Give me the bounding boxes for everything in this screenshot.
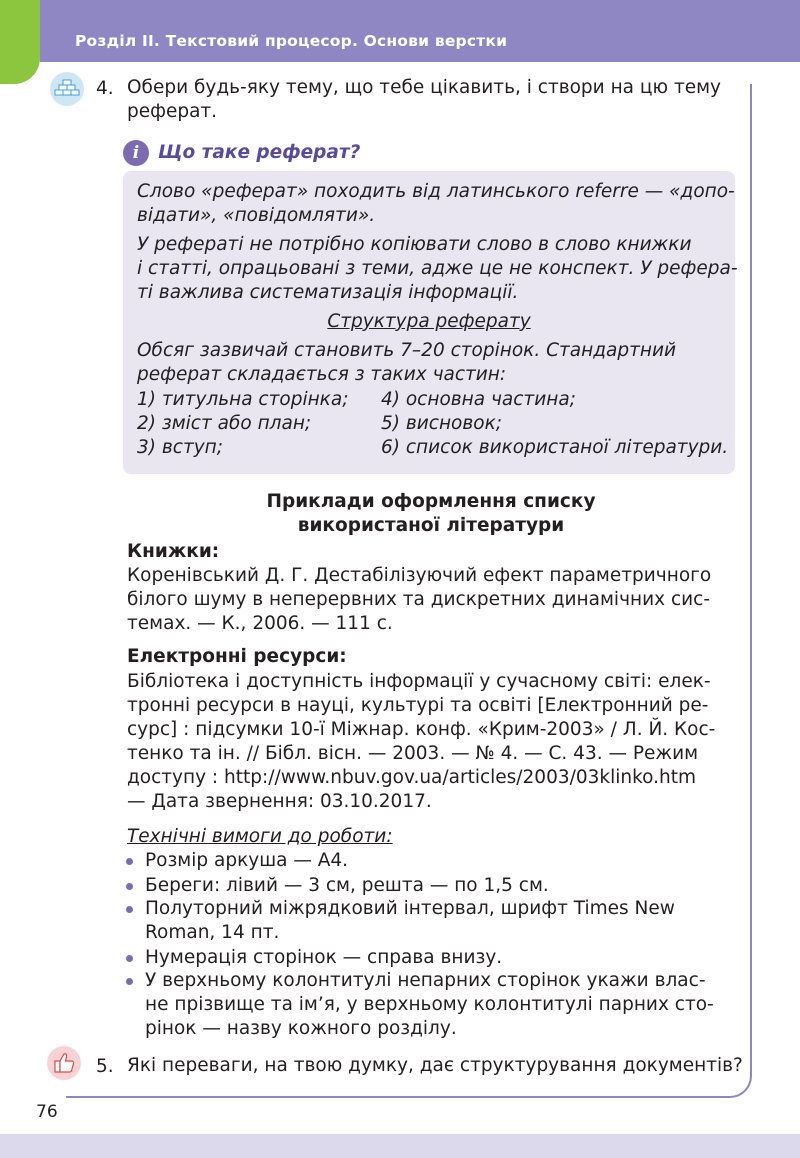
task-4-line-2: реферат. [127, 101, 218, 122]
bullet [126, 858, 133, 865]
structure-heading: Структура реферату [327, 311, 531, 332]
part-4: 4) основна частина; [381, 389, 576, 410]
info-p2-line-3: ті важлива систематизація інформації. [137, 282, 519, 303]
info-p3-line-2: реферат складається з таких частин: [137, 364, 507, 385]
blocks-icon [50, 72, 84, 106]
req-4: Нумерація сторінок — справа внизу. [145, 947, 503, 968]
info-title: Що таке реферат? [158, 142, 361, 163]
info-p2-line-1: У рефераті не потрібно копіювати слово в слово книжки [137, 234, 692, 255]
req-1: Розмір аркуша — А4. [145, 850, 349, 871]
req-5-line-2: не прізвище та ім’я, у верхньому колонтитулі парних сто- [145, 994, 714, 1015]
eres-line-5: доступу : http://www.nbuv.gov.ua/articles/2003/03klinko.htm [127, 767, 697, 788]
task-5-number: 5. [96, 1056, 114, 1077]
bullet [126, 883, 133, 890]
part-1: 1) титульна сторінка; [137, 389, 349, 410]
task-4-line-1: Обери будь-яку тему, що тебе цікавить, і створи на цю тему [127, 77, 722, 98]
req-3-line-2: Roman, 14 пт. [145, 922, 280, 943]
req-2: Береги: лівий — 3 см, решта — по 1,5 см. [145, 875, 549, 896]
info-icon: i [123, 140, 149, 166]
books-label: Книжки: [127, 541, 220, 562]
eres-line-6: — Дата звернення: 03.10.2017. [127, 791, 432, 812]
part-5: 5) висновок; [381, 413, 503, 434]
book-line-2: білого шуму в неперервних та дискретних динамічних сис- [127, 589, 710, 610]
header-bar [40, 0, 800, 62]
page-number: 76 [36, 1102, 58, 1122]
task-5-text: Які переваги, на твою думку, дає структурування документів? [127, 1055, 743, 1076]
part-3: 3) вступ; [137, 437, 223, 458]
bullet [126, 906, 133, 913]
footer-bar [0, 1134, 800, 1158]
info-p1-line-1: Слово «реферат» походить від латинського referre — «допо- [137, 181, 735, 202]
eres-label: Електронні ресурси: [127, 646, 347, 667]
eres-line-4: тенко та ін. // Бібл. вісн. — 2003. — № 4. — С. 43. — Режим [127, 743, 699, 764]
req-3-line-1: Полуторний міжрядковий інтервал, шрифт Times New [145, 898, 675, 919]
task-4-number: 4. [96, 78, 114, 99]
part-6: 6) список використаної літератури. [381, 437, 729, 458]
eres-line-1: Бібліотека і доступність інформації у сучасному світі: елек- [127, 671, 711, 692]
info-p1-line-2: відати», «повідомляти». [137, 205, 376, 226]
info-p2-line-2: і статті, опрацьовані з теми, адже це не конспект. У рефера- [137, 258, 738, 279]
bullet [126, 978, 133, 985]
req-5-line-1: У верхньому колонтитулі непарних сторінок укажи влас- [145, 970, 706, 991]
book-line-1: Коренівський Д. Г. Дестабілізуючий ефект параметричного [127, 565, 712, 586]
section-tab [0, 0, 40, 84]
eres-line-2: тронні ресурси в науці, культурі та освіті [Електронний ре- [127, 695, 709, 716]
examples-heading-line-2: використаної літератури [297, 515, 565, 536]
bullet [126, 955, 133, 962]
eres-line-3: сурс] : підсумки 10-ї Міжнар. конф. «Крим-2003» / Л. Й. Кос- [127, 719, 716, 740]
header-title: Розділ ІІ. Текстовий процесор. Основи верстки [75, 32, 508, 50]
req-5-line-3: рінок — назву кожного розділу. [145, 1018, 457, 1039]
part-2: 2) зміст або план; [137, 413, 312, 434]
requirements-heading: Технічні вимоги до роботи: [127, 826, 393, 847]
examples-heading-line-1: Приклади оформлення списку [266, 491, 596, 512]
book-line-3: темах. — К., 2006. — 111 с. [127, 613, 393, 634]
info-p3-line-1: Обсяг зазвичай становить 7–20 сторінок. Стандартний [137, 340, 677, 361]
thumbs-up-icon [47, 1046, 81, 1080]
